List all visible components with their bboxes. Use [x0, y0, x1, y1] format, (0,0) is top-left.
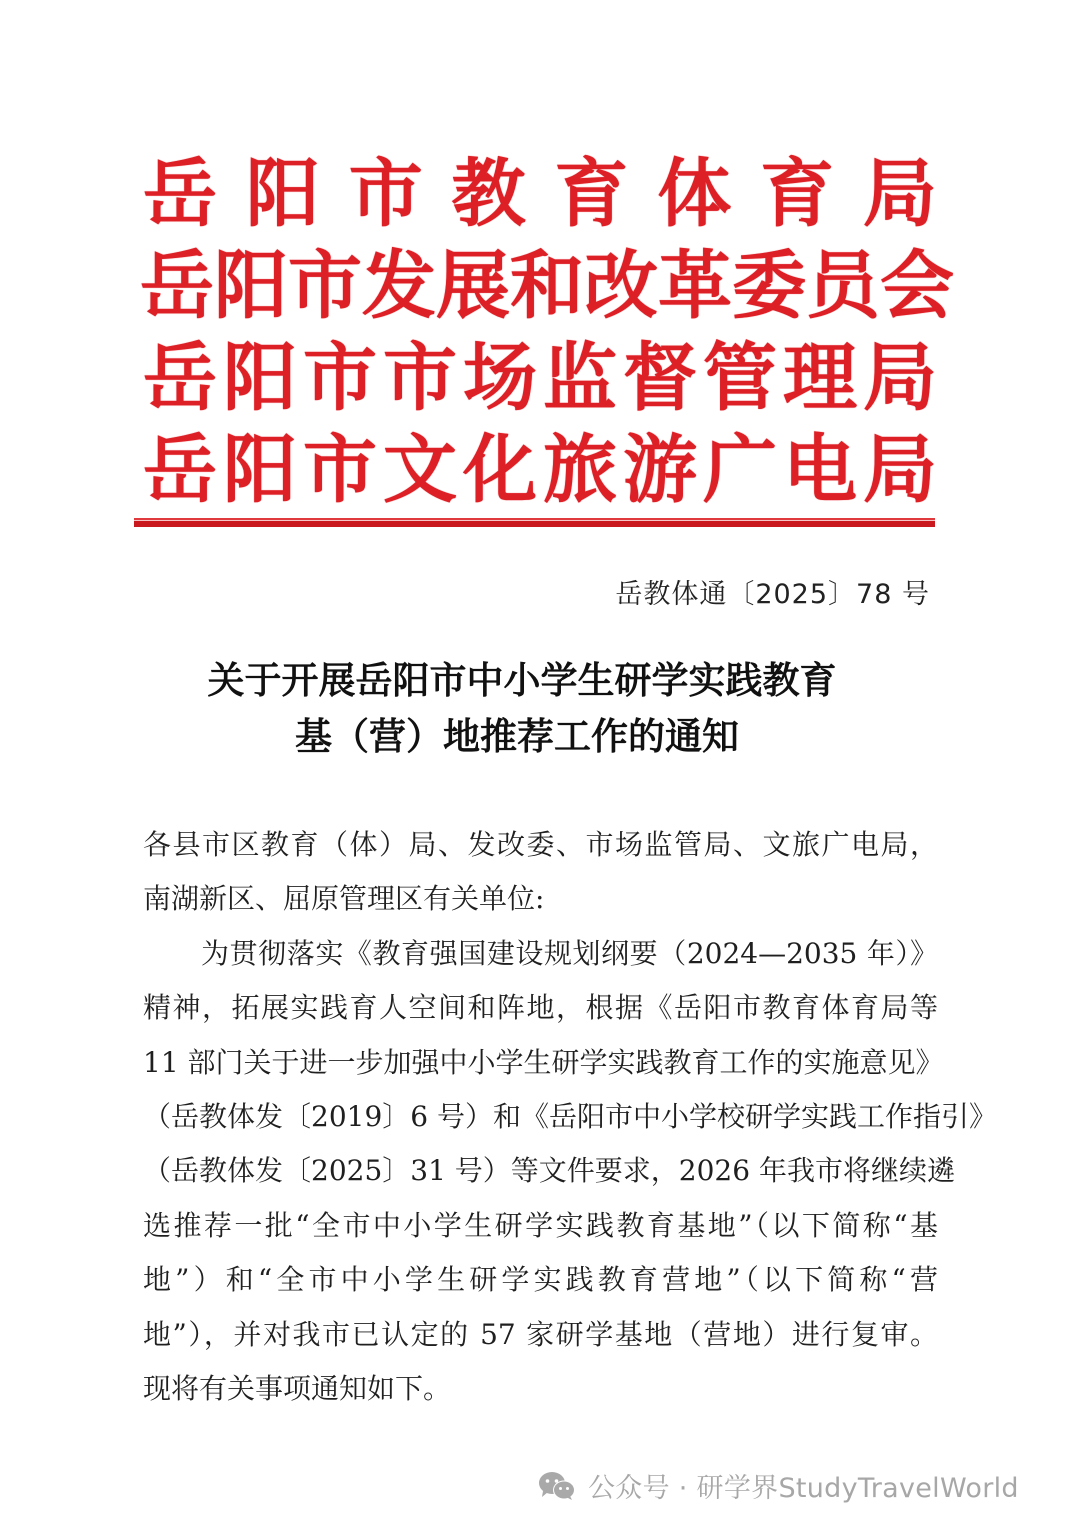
title-line-1: 关于开展岳阳市中小学生研学实践教育 — [207, 658, 837, 702]
agency-char: 市 — [303, 335, 377, 421]
red-rule-thick — [134, 521, 935, 527]
agency-char: 教 — [451, 151, 526, 237]
body-line-addressee-1: 各县市区教育（体）局、发改委、市场监管局、文旅广电局， — [143, 828, 938, 861]
agency-char: 体 — [657, 151, 732, 237]
wechat-watermark — [538, 1466, 1019, 1505]
agency-char: 局 — [863, 427, 937, 513]
agency-char: 阳 — [223, 427, 297, 513]
body-line-paragraph: 11 部门关于进一步加强中小学生研学实践教育工作的实施意见》 — [143, 1045, 944, 1079]
agency-char: 革 — [658, 243, 732, 329]
agency-char: 阳 — [214, 243, 288, 329]
body-line-paragraph: （岳教体发〔2019〕6 号）和《岳阳市中小学校研学实践工作指引》 — [143, 1100, 997, 1134]
agency-line-education-sports — [140, 148, 940, 240]
document-title — [0, 652, 1074, 764]
agency-char: 岳 — [143, 427, 217, 513]
agency-char: 督 — [623, 335, 697, 421]
agency-char: 管 — [703, 335, 777, 421]
agency-char: 局 — [863, 335, 937, 421]
agency-char: 电 — [783, 427, 857, 513]
body-line-paragraph: （岳教体发〔2025〕31 号）等文件要求，2026 年我市将继续遴 — [143, 1154, 955, 1188]
agency-char: 广 — [703, 427, 777, 513]
agency-char: 理 — [783, 335, 857, 421]
document-number — [615, 572, 930, 611]
agency-char: 市 — [303, 427, 377, 513]
doc-number-value: 78 — [856, 579, 893, 610]
agency-char: 岳 — [143, 335, 217, 421]
agency-char: 委 — [732, 243, 806, 329]
doc-number-bracket-open: 〔 — [727, 579, 756, 610]
agency-char: 展 — [436, 243, 510, 329]
agency-char: 监 — [543, 335, 617, 421]
body-line-paragraph: 选推荐一批“全市中小学生研学实践教育基地”（以下简称“基 — [143, 1208, 938, 1242]
doc-number-year: 2025 — [755, 579, 829, 610]
agency-char: 育 — [760, 151, 835, 237]
document-body — [143, 818, 997, 1416]
body-line-addressee-2: 南湖新区、屈原管理区有关单位: — [143, 882, 545, 916]
agency-char: 化 — [463, 427, 537, 513]
body-line-paragraph-end: 现将有关事项通知如下。 — [143, 1372, 452, 1406]
agency-char: 员 — [806, 243, 880, 329]
agency-char: 岳 — [143, 151, 217, 237]
doc-number-suffix: 号 — [902, 579, 930, 610]
agency-char: 游 — [623, 427, 697, 513]
agency-char: 市 — [288, 243, 362, 329]
agency-char: 发 — [362, 243, 436, 329]
agency-char: 阳 — [223, 335, 297, 421]
doc-number-bracket-close: 〕 — [828, 579, 857, 610]
agency-char: 市 — [383, 335, 457, 421]
agency-char: 阳 — [245, 151, 320, 237]
watermark-label: 公众号 · 研学界StudyTravelWorld — [588, 1473, 1019, 1504]
agency-char: 文 — [383, 427, 457, 513]
body-line-paragraph: 地”）和“全市中小学生研学实践教育营地”（以下简称“营 — [143, 1263, 938, 1297]
agency-char: 局 — [862, 151, 937, 237]
agency-line-development-reform — [140, 240, 954, 332]
agency-char: 场 — [463, 335, 537, 421]
agency-char: 育 — [554, 151, 629, 237]
body-line-paragraph: 精神，拓展实践育人空间和阵地，根据《岳阳市教育体育局等 — [143, 991, 938, 1025]
issuing-agencies-header — [140, 148, 954, 516]
agency-line-market-supervision — [140, 332, 940, 424]
agency-char: 和 — [510, 243, 584, 329]
agency-char: 旅 — [543, 427, 617, 513]
body-line-paragraph: 为贯彻落实《教育强国建设规划纲要（2024—2035 年）》 — [201, 936, 938, 970]
agency-line-culture-tourism — [140, 424, 940, 516]
doc-number-prefix: 岳教体通 — [615, 579, 728, 610]
body-line-paragraph: 地”），并对我市已认定的 57 家研学基地（营地）进行复审。 — [143, 1317, 938, 1351]
agency-char: 会 — [880, 243, 954, 329]
agency-char: 市 — [348, 151, 423, 237]
red-separator-rule — [134, 518, 935, 528]
wechat-icon — [538, 1471, 576, 1501]
agency-char: 岳 — [140, 243, 214, 329]
title-line-2: 基（营）地推荐工作的通知 — [295, 714, 739, 758]
agency-char: 改 — [584, 243, 658, 329]
